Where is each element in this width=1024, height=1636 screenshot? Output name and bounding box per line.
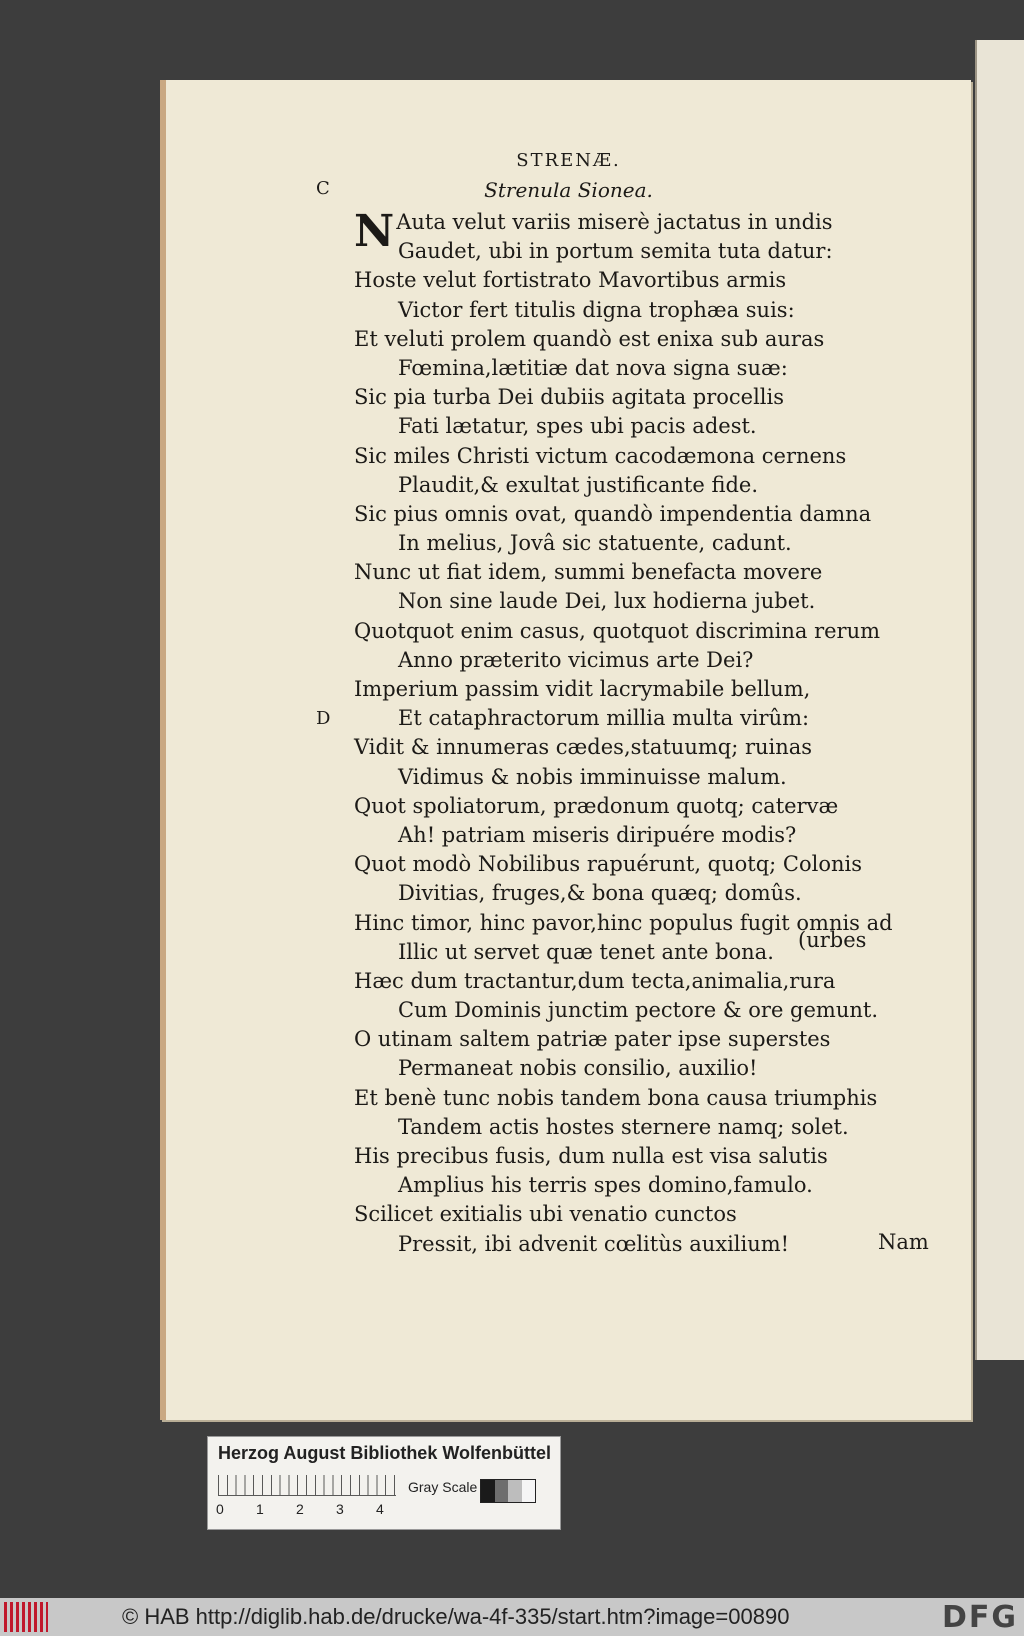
poem-line: Hæc dum tractantur,dum tecta,animalia,rura <box>354 968 836 993</box>
poem-line: Imperium passim vidit lacrymabile bellum, <box>354 677 811 701</box>
running-head: STRENÆ. <box>516 150 621 171</box>
poem-line: Scilicet exitialis ubi venatio cunctos <box>354 1202 737 1227</box>
drop-cap: N <box>354 206 395 257</box>
poem-line: Quot spoliatorum, prædonum quotq; catervæ <box>354 793 839 818</box>
ruler-number: 2 <box>296 1501 304 1517</box>
poem-line: Nunc ut fiat idem, summi benefacta movere <box>354 560 823 585</box>
poem-line: Fati lætatur, spes ubi pacis adest. <box>398 414 757 439</box>
poem-line: Et benè tunc nobis tandem bona causa triumphis <box>354 1085 878 1110</box>
poem-line: Et cataphractorum millia multa virûm: <box>398 706 810 731</box>
gray-swatch-cell <box>522 1480 536 1502</box>
ruler-scale <box>218 1475 396 1496</box>
poem-line: Ah! patriam miseris diripuére modis? <box>398 822 797 847</box>
color-scale-card <box>207 1436 561 1530</box>
poem-line: Tandem actis hostes sternere namq; solet. <box>398 1114 849 1139</box>
poem-line: O utinam saltem patriæ pater ipse superstes <box>354 1027 831 1052</box>
poem-line: Victor fert titulis digna trophæa suis: <box>398 297 795 322</box>
hab-logo-icon <box>4 1602 48 1632</box>
poem-line: Illic ut servet quæ tenet ante bona. <box>398 939 774 964</box>
ruler-number: 1 <box>256 1501 264 1517</box>
poem-line: His precibus fusis, dum nulla est visa salutis <box>354 1144 828 1168</box>
book-page <box>160 80 971 1420</box>
poem-line: Non sine laude Dei, lux hodierna jubet. <box>398 589 816 614</box>
catchword: Nam <box>878 1230 929 1254</box>
poem-line: Quot modò Nobilibus rapuérunt, quotq; Colonis <box>354 852 863 877</box>
dfg-logo: DFG <box>941 1600 1018 1635</box>
signature-marker-d: D <box>316 708 331 729</box>
ruler-number: 4 <box>376 1501 384 1517</box>
poem-line: Sic pia turba Dei dubiis agitata procellis <box>354 385 784 410</box>
poem-line: Hoste velut fortistrato Mavortibus armis <box>354 268 787 293</box>
poem-line: Permaneat nobis consilio, auxilio! <box>398 1056 758 1081</box>
poem-line: Auta velut variis miserè jactatus in undis <box>396 210 833 234</box>
poem-line: Vidimus & nobis imminuisse malum. <box>398 764 787 789</box>
poem-line: Pressit, ibi advenit cœlitùs auxilium! <box>398 1231 790 1256</box>
poem-line: Sic pius omnis ovat, quandò impendentia damna <box>354 501 872 526</box>
poem-line: Gaudet, ubi in portum semita tuta datur: <box>398 239 833 264</box>
ruler-number: 3 <box>336 1501 344 1517</box>
poem-line: Anno præterito vicimus arte Dei? <box>398 647 754 672</box>
poem-line: Sic miles Christi victum cacodæmona cernens <box>354 443 847 468</box>
gray-scale-swatch <box>480 1479 536 1503</box>
poem-line: Fœmina,lætitiæ dat nova signa suæ: <box>398 355 788 380</box>
footer-bar <box>0 1598 1024 1636</box>
facing-page-edge <box>975 40 1024 1360</box>
poem-line: Cum Dominis junctim pectore & ore gemunt. <box>398 998 879 1023</box>
library-name: Herzog August Bibliothek Wolfenbüttel <box>218 1443 551 1463</box>
gray-swatch-cell <box>495 1480 509 1502</box>
ruler-numbers <box>216 1501 416 1517</box>
poem-line: Vidit & innumeras cædes,statuumq; ruinas <box>354 735 813 760</box>
poem-line: Et veluti prolem quandò est enixa sub auras <box>354 326 825 351</box>
section-subtitle: Strenula Sionea. <box>484 178 653 202</box>
gray-swatch-cell <box>481 1480 495 1502</box>
poem-line: Divitias, fruges,& bona quæq; domûs. <box>398 881 802 906</box>
ruler-number: 0 <box>216 1501 224 1517</box>
gray-scale-label: Gray Scale <box>408 1479 478 1495</box>
gray-swatch-cell <box>508 1480 522 1502</box>
turnover-word: (urbes <box>798 928 867 952</box>
signature-marker-c: C <box>316 178 330 199</box>
poem-line: Hinc timor, hinc pavor,hinc populus fugit omnis ad <box>354 910 893 935</box>
poem-line: Quotquot enim casus, quotquot discrimina rerum <box>354 618 881 643</box>
poem-line: Plaudit,& exultat justificante fide. <box>398 472 758 497</box>
poem-body <box>354 208 954 1259</box>
poem-line: In melius, Jovâ sic statuente, cadunt. <box>398 531 792 556</box>
poem-line: Amplius his terris spes domino,famulo. <box>398 1173 813 1198</box>
footer-copyright-link[interactable]: © HAB http://diglib.hab.de/drucke/wa-4f-335/start.htm?image=00890 <box>122 1604 790 1629</box>
